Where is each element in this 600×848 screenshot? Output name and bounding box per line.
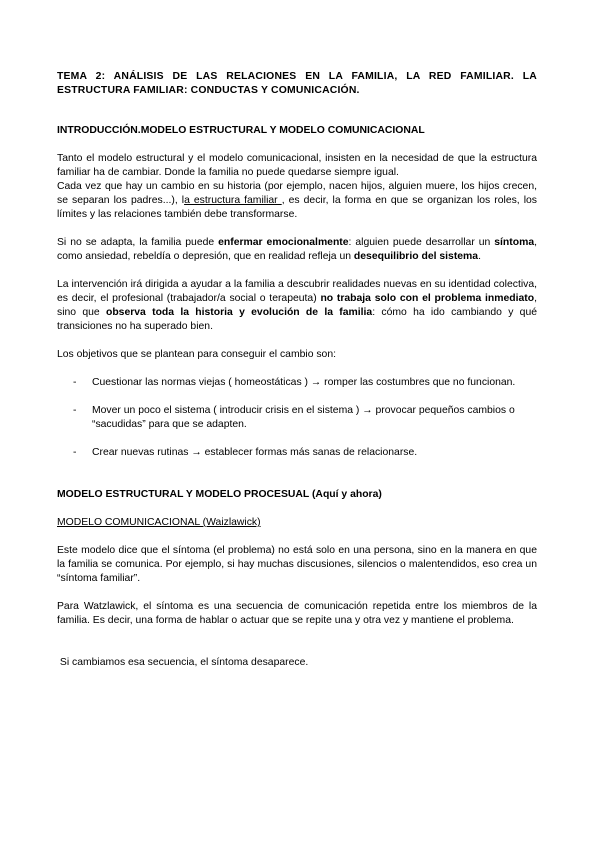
intro-paragraph-1: Tanto el modelo estructural y el modelo comunicacional, insisten en la necesidad de que la estructura familiar ha de cambiar. Donde la familia no puede quedarse siempre igual.	[57, 153, 537, 178]
text-run: Si no se adapta, la familia puede	[57, 237, 219, 248]
objectives-list	[57, 376, 537, 460]
section2-paragraph-2: Para Watzlawick, el síntoma es una secuencia de comunicación repetida entre los miembros de la familia. Es decir, una forma de hablar o actuar que se repite una y otra vez y mantiene el problema.	[57, 601, 537, 626]
section2-paragraph-3: Si cambiamos esa secuencia, el síntoma desaparece.	[57, 657, 309, 668]
list-item: - Crear nuevas rutinas → establecer formas más sanas de relacionarse.	[57, 446, 537, 460]
text-run: : alguien puede desarrollar un	[348, 237, 495, 248]
section-heading-procesual: MODELO ESTRUCTURAL Y MODELO PROCESUAL (Aquí y ahora)	[57, 489, 382, 500]
text-run: : cómo ha ido cambiando y qué transiciones no ha superado bien.	[57, 307, 538, 332]
underlined-term: a estructura familiar	[184, 195, 282, 206]
intro-paragraph-2	[57, 180, 537, 222]
section-heading-intro: INTRODUCCIÓN.MODELO ESTRUCTURAL Y MODELO COMUNICACIONAL	[57, 125, 425, 136]
bold-term: no trabaja solo con el problema inmediato	[320, 293, 535, 304]
text-run: , sino que	[57, 293, 537, 318]
intro-paragraph-3	[57, 236, 537, 264]
list-item: - Mover un poco el sistema ( introducir crisis en el sistema ) → provocar pequeños cambios o “sacudidas” para que se adapten.	[57, 404, 537, 432]
text-run: .	[478, 251, 481, 262]
list-item: - Cuestionar las normas viejas ( homeostáticas ) → romper las costumbres que no funcionan.	[57, 376, 537, 390]
section2-paragraph-1: Este modelo dice que el síntoma (el problema) no está solo en una persona, sino en la manera en que la familia se comunica. Por ejemplo, si hay muchas discusiones, silencios o malentendidos, eso crea un “síntoma familiar”.	[57, 545, 537, 584]
bold-term: enfermar emocionalmente	[218, 237, 349, 248]
text-run: , es decir, la forma en que se organizan los roles, los límites y las relaciones también debe transformarse.	[57, 195, 538, 220]
intro-paragraph-5: Los objetivos que se plantean para conseguir el cambio son:	[57, 349, 336, 360]
document-content	[57, 70, 537, 670]
text-run: Cada vez que hay un cambio en su historia (por ejemplo, nacen hijos, alguien muere, los hijos crecen, se separan los padres...), l	[57, 181, 537, 206]
subheading-comunicacional: MODELO COMUNICACIONAL (Waizlawick)	[57, 517, 261, 528]
bold-term: desequilibrio del sistema	[353, 251, 479, 262]
text-run: , como ansiedad, rebeldía o depresión, que en realidad refleja un	[57, 237, 537, 262]
text-run: La intervención irá dirigida a ayudar a la familia a descubrir realidades nuevas en su identidad colectiva, es decir, el profesional (trabajador/a social o terapeuta)	[57, 279, 537, 304]
bold-term: síntoma	[494, 237, 535, 248]
document-title: TEMA 2: ANÁLISIS DE LAS RELACIONES EN LA FAMILIA, LA RED FAMILIAR. LA ESTRUCTURA FAMILIAR: CONDUCTAS Y COMUNICACIÓN.	[57, 71, 537, 96]
intro-paragraph-4	[57, 278, 537, 334]
bold-term: observa toda la historia y evolución de la familia	[105, 307, 373, 318]
